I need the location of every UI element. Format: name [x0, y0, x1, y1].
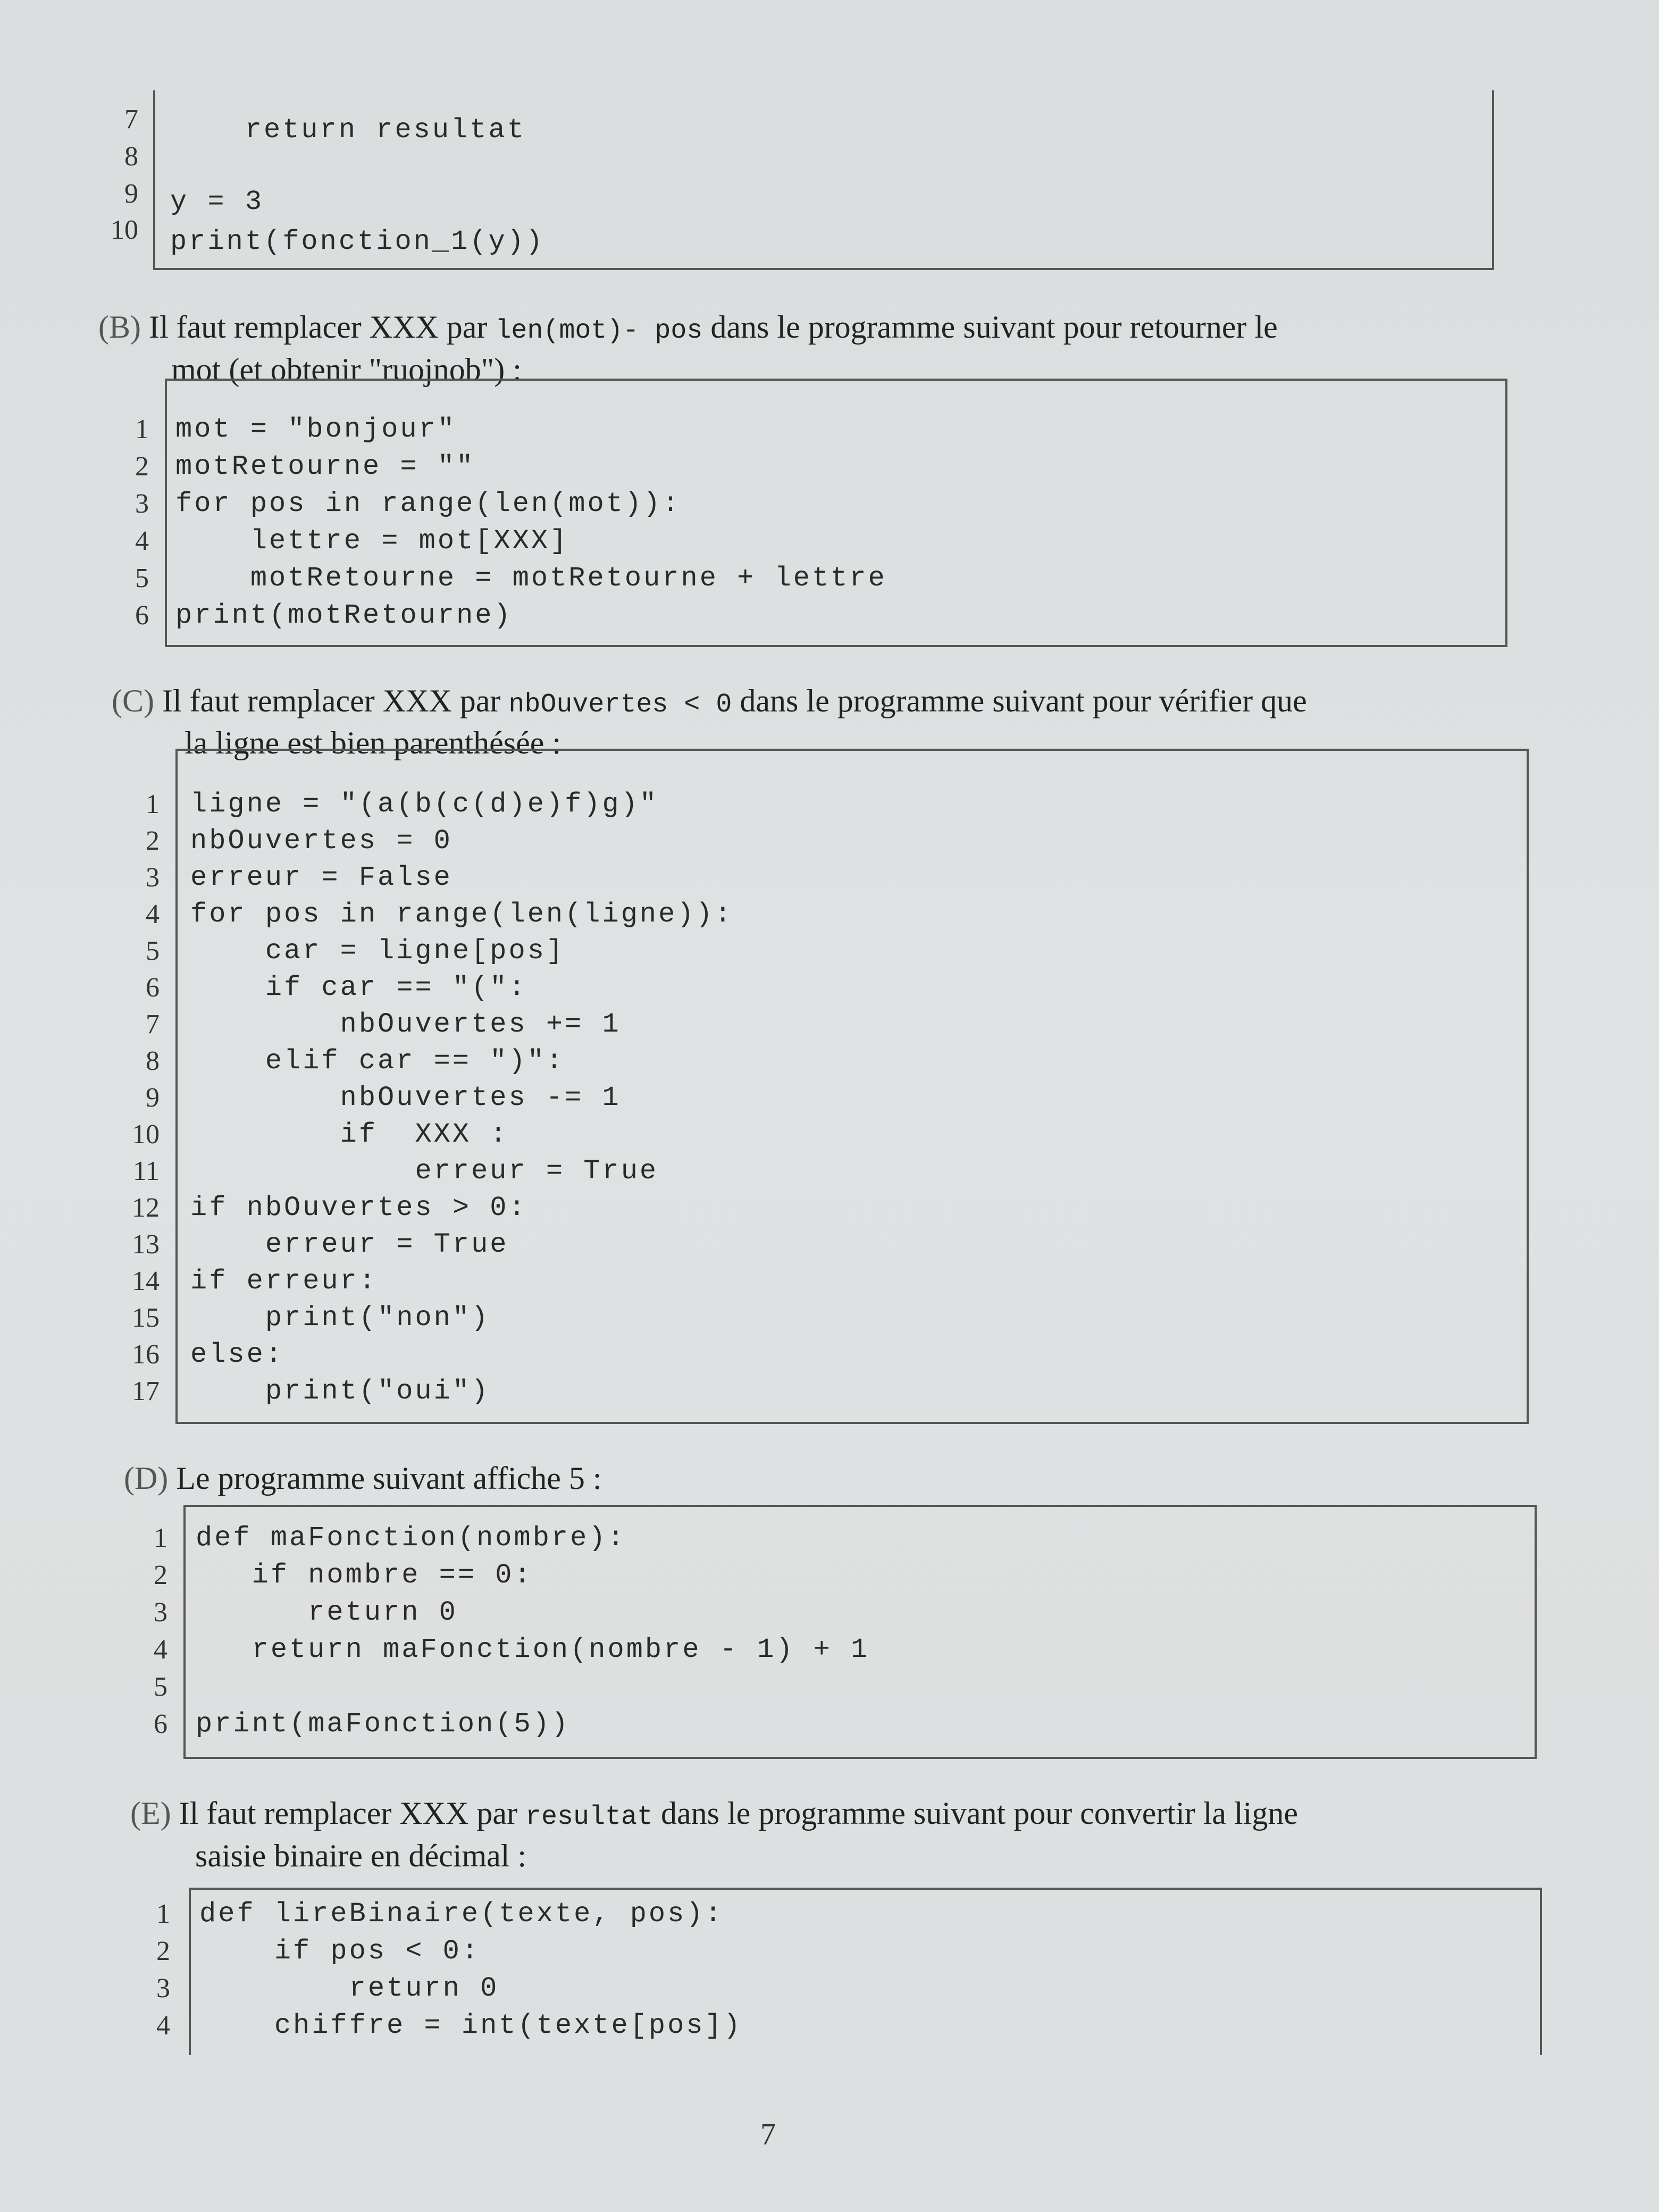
- question-c: [112, 680, 1307, 726]
- line-number: 2: [135, 451, 149, 482]
- line-number: 5: [154, 1672, 167, 1702]
- code-line: print("oui"): [190, 1376, 490, 1407]
- line-number: 16: [132, 1339, 160, 1370]
- line-number: 7: [146, 1009, 160, 1040]
- question-text: saisie binaire en décimal :: [195, 1838, 527, 1873]
- question-text: Il faut remplacer XXX par: [162, 683, 501, 718]
- code-line: if XXX :: [190, 1119, 509, 1150]
- code-line: ligne = "(a(b(c(d)e)f)g)": [190, 789, 659, 820]
- code-line: erreur = False: [190, 862, 453, 893]
- line-number: 1: [156, 1899, 170, 1929]
- line-number: 14: [132, 1266, 160, 1296]
- line-number: 11: [132, 1156, 160, 1186]
- code-line: lettre = mot[XXX]: [175, 525, 569, 557]
- line-number: 6: [135, 600, 149, 631]
- code-line: return 0: [196, 1597, 458, 1628]
- line-number: 13: [132, 1229, 160, 1260]
- line-number: 6: [154, 1709, 167, 1739]
- code-line: return resultat: [170, 114, 526, 146]
- line-number: 7: [124, 104, 138, 135]
- line-number: 2: [146, 826, 160, 856]
- code-line: motRetourne = motRetourne + lettre: [175, 563, 887, 594]
- question-text: Le programme suivant affiche 5 :: [176, 1461, 602, 1496]
- code-line: nbOuvertes += 1: [190, 1009, 621, 1040]
- line-number: 1: [135, 414, 149, 445]
- line-number: 1: [154, 1523, 167, 1553]
- code-line: erreur = True: [190, 1229, 509, 1260]
- code-line: y = 3: [170, 186, 264, 217]
- line-number: 5: [135, 563, 149, 593]
- line-number: 5: [146, 936, 160, 966]
- line-number: 4: [146, 899, 160, 929]
- code-line: nbOuvertes = 0: [190, 825, 453, 857]
- code-line: elif car == ")":: [190, 1045, 565, 1077]
- line-number: 10: [111, 215, 138, 245]
- code-line: print(maFonction(5)): [196, 1708, 571, 1740]
- line-number: 3: [146, 862, 160, 893]
- code-line: if pos < 0:: [199, 1936, 481, 1967]
- line-number: 10: [132, 1119, 160, 1150]
- code-line: nbOuvertes -= 1: [190, 1082, 621, 1113]
- line-number: 2: [154, 1560, 167, 1590]
- code-line: if nombre == 0:: [196, 1560, 533, 1591]
- line-number: 9: [124, 179, 138, 209]
- question-text: dans le programme suivant pour vérifier que: [740, 683, 1307, 718]
- code-line: else:: [190, 1339, 284, 1370]
- question-label: (D): [124, 1461, 169, 1496]
- line-number: 12: [132, 1193, 160, 1223]
- code-line: return 0: [199, 1973, 499, 2004]
- question-e-continued: [195, 1834, 526, 1877]
- page-number: 7: [760, 2117, 776, 2151]
- line-number: 6: [146, 973, 160, 1003]
- question-d: [124, 1457, 602, 1499]
- code-line: def lireBinaire(texte, pos):: [199, 1898, 724, 1930]
- code-line: car = ligne[pos]: [190, 935, 565, 967]
- line-number: 15: [132, 1303, 160, 1333]
- line-number: 4: [154, 1635, 167, 1665]
- code-line: mot = "bonjour": [175, 414, 457, 445]
- code-line: motRetourne = "": [175, 451, 475, 482]
- question-text: Il faut remplacer XXX par: [179, 1796, 517, 1831]
- code-line: return maFonction(nombre - 1) + 1: [196, 1634, 870, 1665]
- code-line: print(fonction_1(y)): [170, 226, 545, 257]
- code-line: for pos in range(len(mot)):: [175, 488, 681, 520]
- question-label: (B): [98, 309, 141, 345]
- line-number: 8: [146, 1046, 160, 1076]
- code-line: erreur = True: [190, 1155, 659, 1187]
- line-number: 1: [146, 789, 160, 819]
- line-number: 3: [154, 1597, 167, 1628]
- code-line: if erreur:: [190, 1266, 378, 1297]
- code-line: chiffre = int(texte[pos]): [199, 2010, 742, 2041]
- line-number: 4: [156, 2010, 170, 2041]
- code-line: for pos in range(len(ligne)):: [190, 899, 733, 930]
- line-number: 8: [124, 141, 138, 172]
- code-line: if car == "(":: [190, 972, 527, 1003]
- question-label: (C): [112, 683, 154, 718]
- question-text: Il faut remplacer XXX par: [148, 309, 488, 345]
- question-e: [130, 1792, 1298, 1839]
- line-number: 3: [156, 1973, 170, 2004]
- question-text: mot (et obtenir "ruojnob") :: [171, 352, 522, 387]
- line-number: 9: [146, 1083, 160, 1113]
- line-number: 17: [132, 1376, 160, 1406]
- question-code: resultat: [525, 1802, 653, 1832]
- question-code: nbOuvertes < 0: [508, 690, 732, 720]
- line-number: 3: [135, 489, 149, 519]
- line-number: 4: [135, 526, 149, 556]
- question-text: la ligne est bien parenthésée :: [185, 725, 562, 760]
- question-b: [98, 306, 1278, 353]
- code-line: print(motRetourne): [175, 600, 513, 631]
- question-text: dans le programme suivant pour convertir la ligne: [661, 1796, 1298, 1831]
- question-code: len(mot)- pos: [495, 316, 703, 346]
- line-number: 2: [156, 1936, 170, 1966]
- question-text: dans le programme suivant pour retourner le: [710, 309, 1278, 345]
- code-line: if nbOuvertes > 0:: [190, 1192, 527, 1224]
- code-line: print("non"): [190, 1302, 490, 1334]
- question-label: (E): [130, 1796, 171, 1831]
- code-line: def maFonction(nombre):: [196, 1522, 626, 1554]
